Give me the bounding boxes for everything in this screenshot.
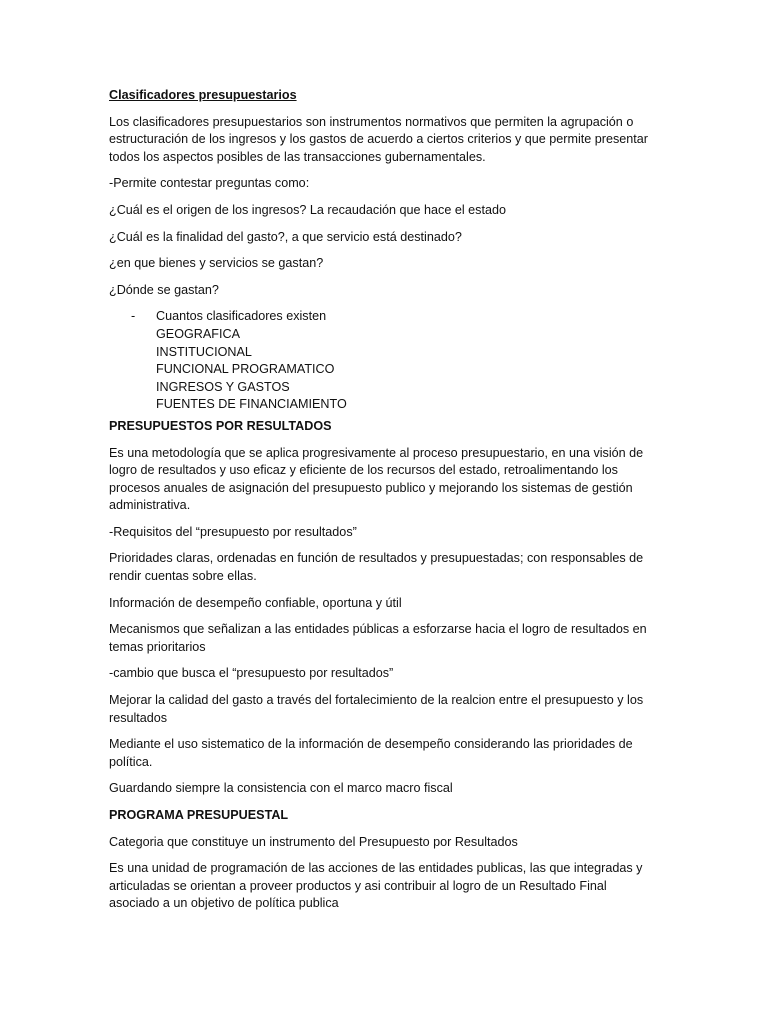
- list-item: [109, 396, 657, 414]
- questions-intro: -Permite contestar preguntas como:: [109, 176, 310, 191]
- question-item: ¿Cuál es la finalidad del gasto?, a que servicio está destinado?: [109, 229, 462, 244]
- requisitos-intro: -Requisitos del “presupuesto por resultados”: [109, 524, 357, 539]
- requisito-item: Información de desempeño confiable, oportuna y útil: [109, 595, 402, 610]
- cambio-item: Mejorar la calidad del gasto a través del fortalecimiento de la realcion entre el presupuesto y los resultados: [109, 693, 644, 725]
- cambio-item: Mediante el uso sistematico de la información de desempeño considerando las prioridades de política.: [109, 737, 633, 769]
- question-item: ¿en que bienes y servicios se gastan?: [109, 256, 324, 271]
- list-dash-marker: -: [131, 309, 136, 324]
- section-heading-presupuestos: PRESUPUESTOS POR RESULTADOS: [109, 418, 332, 433]
- list-line: INSTITUCIONAL: [156, 344, 252, 359]
- classifier-list: [109, 308, 657, 414]
- list-item: [109, 379, 657, 397]
- cambio-item: Guardando siempre la consistencia con el marco macro fiscal: [109, 781, 453, 796]
- requisito-item: Mecanismos que señalizan a las entidades públicas a esforzarse hacia el logro de resultados en temas prioritarios: [109, 622, 647, 654]
- cambio-intro: -cambio que busca el “presupuesto por resultados”: [109, 666, 394, 681]
- list-item: [109, 326, 657, 344]
- section-paragraph: Categoria que constituye un instrumento del Presupuesto por Resultados: [109, 834, 518, 849]
- list-line: FUENTES DE FINANCIAMIENTO: [156, 397, 347, 412]
- question-item: ¿Dónde se gastan?: [109, 282, 219, 297]
- list-line: FUNCIONAL PROGRAMATICO: [156, 362, 335, 377]
- list-line: Cuantos clasificadores existen: [156, 309, 327, 324]
- list-item: [109, 308, 657, 326]
- section-heading-programa: PROGRAMA PRESUPUESTAL: [109, 808, 289, 822]
- document-title: Clasificadores presupuestarios: [109, 88, 297, 102]
- section-paragraph: Es una metodología que se aplica progresivamente al proceso presupuestario, en una visión de logro de resultados y uso eficaz y eficiente de los recursos del estado, retroalimentando los procesos anuales de asignación del presupuesto publico y mejorando los sistemas de gestión administrativa.: [109, 445, 644, 513]
- list-item: [109, 344, 657, 362]
- list-line: GEOGRAFICA: [156, 326, 240, 341]
- list-line: INGRESOS Y GASTOS: [156, 379, 290, 394]
- requisito-item: Prioridades claras, ordenadas en función de resultados y presupuestadas; con responsables de rendir cuentas sobre ellas.: [109, 551, 644, 584]
- section-paragraph: Es una unidad de programación de las acciones de las entidades publicas, las que integradas y articuladas se orientan a proveer productos y asi contribuir al logro de un Resultado Final asociado a un objetivo de política publica: [109, 861, 643, 911]
- question-item: ¿Cuál es el origen de los ingresos? La recaudación que hace el estado: [109, 202, 506, 217]
- document-page: [109, 87, 657, 922]
- list-item: [109, 361, 657, 379]
- intro-paragraph: Los clasificadores presupuestarios son instrumentos normativos que permiten la agrupación o estructuración de los ingresos y los gastos de acuerdo a ciertos criterios y que permite presentar todos los aspectos posibles de las transacciones gubernamentales.: [109, 114, 648, 164]
